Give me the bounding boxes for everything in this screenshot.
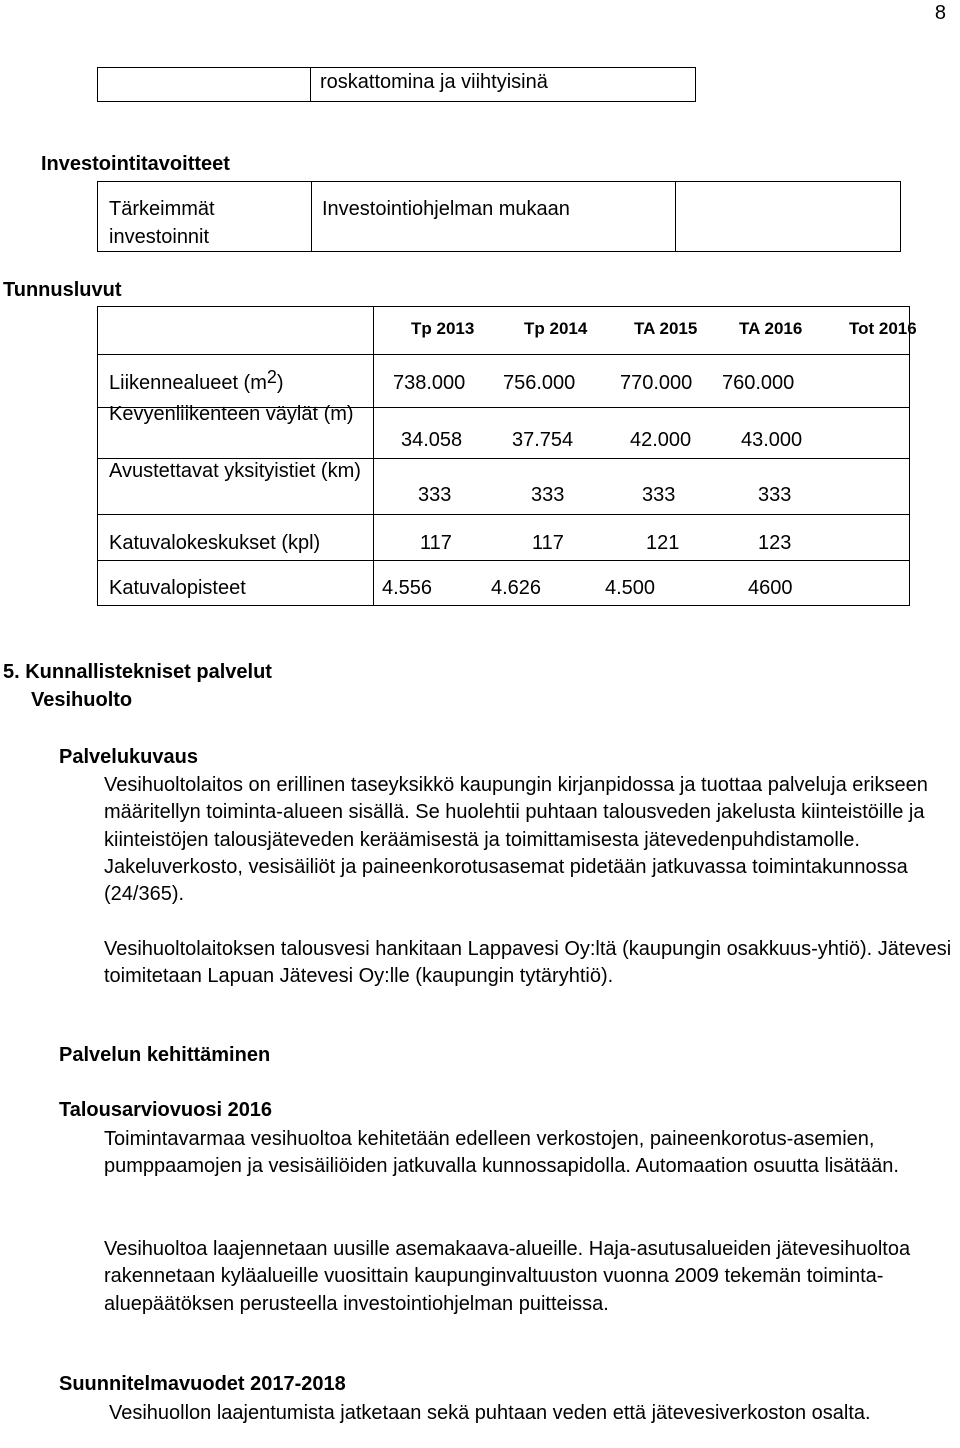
- cell-value: 4.626: [491, 577, 542, 599]
- cell-value: 333: [531, 484, 565, 506]
- cell-value: 34.058: [401, 429, 463, 451]
- cell-value: 123: [758, 532, 792, 554]
- row-label-katuvalokeskukset: Katuvalokeskukset (kpl): [109, 532, 321, 554]
- top-table-cell-text: roskattomina ja viihtyisinä: [311, 68, 696, 102]
- cell-value: 4.556: [382, 577, 433, 599]
- cell-value: 37.754: [512, 429, 574, 451]
- investment-label: Tärkeimmät investoinnit: [98, 182, 312, 252]
- key-figures-heading: Tunnusluvut: [3, 279, 122, 301]
- key-figures-table: [97, 306, 910, 606]
- cell-value: 770.000: [620, 372, 693, 394]
- cell-value: 333: [642, 484, 676, 506]
- description-paragraph-2: Vesihuoltolaitoksen talousvesi hankitaan Lappavesi Oy:ltä (kaupungin osakkuus-yhtiö). Jätevesi toimitetaan Lapuan Jätevesi Oy:lle (kaupungin tytäryhtiö).: [104, 938, 952, 988]
- column-header-tp2013: Tp 2013: [411, 319, 475, 338]
- row-label-kevyenliikenteen: Kevyenliikenteen väylät (m): [109, 403, 354, 425]
- description-paragraph-1: Vesihuoltolaitos on erillinen taseyksikkö kaupungin kirjanpidossa ja tuottaa palveluja erikseen määritellyn toiminta-alueen sisällä. Se huolehtii puhtaan talousveden jakelusta kiinteistöille ja kiinteistöjen talousjäteveden keräämisestä ja toimittamisesta jätevedenpuhdistamolle. Jakeluverkosto, vesisäiliöt ja paineenkorotusasemat pidetään jatkuvassa toimintakunnossa (24/365).: [104, 774, 928, 906]
- column-header-ta2015: TA 2015: [634, 319, 698, 338]
- column-header-ta2016: TA 2016: [739, 319, 803, 338]
- investment-empty-cell: [676, 182, 901, 252]
- cell-value: 117: [420, 532, 452, 554]
- cell-value: 333: [758, 484, 792, 506]
- development-heading: Palvelun kehittäminen: [59, 1044, 271, 1066]
- row-label-katuvalopisteet: Katuvalopisteet: [109, 577, 246, 599]
- plan-paragraph-1: Vesihuollon laajentumista jatketaan sekä puhtaan veden että jätevesiverkoston osalta.: [109, 1402, 871, 1424]
- investment-value: Investointiohjelman mukaan: [312, 182, 676, 252]
- row-label-yksityistiet: Avustettavat yksityistiet (km): [109, 460, 361, 482]
- top-table-cell-empty: [98, 68, 311, 102]
- budget-paragraph-2: Vesihuoltoa laajennetaan uusille asemakaava-alueille. Haja-asutusalueiden jätevesihuoltoa rakennetaan kyläalueille vuosittain kaupunginvaltuuston vuonna 2009 tekemän toiminta-aluepäätöksen perusteella investointiohjelman puitteissa.: [104, 1238, 911, 1315]
- row-label-liikennealueet: Liikennealueet $(m^2)$: [109, 367, 284, 394]
- cell-value: 121: [646, 532, 680, 554]
- budget-year-heading: Talousarviovuosi 2016: [59, 1099, 273, 1121]
- cell-value: 4.500: [605, 577, 656, 599]
- top-table-fragment: [97, 67, 696, 102]
- key-figures-header-label-cell: [98, 307, 374, 355]
- description-heading: Palvelukuvaus: [59, 746, 198, 768]
- column-header-tp2014: Tp 2014: [524, 319, 588, 338]
- cell-value: 760.000: [722, 372, 795, 394]
- column-header-tot2016: Tot 2016: [849, 319, 917, 338]
- cell-value: 756.000: [503, 372, 576, 394]
- investment-heading: Investointitavoitteet: [41, 153, 230, 175]
- cell-value: 43.000: [741, 429, 803, 451]
- budget-paragraph-1: Toimintavarmaa vesihuoltoa kehitetään edelleen verkostojen, paineenkorotus-asemien, pumppaamojen ja vesisäiliöiden jatkuvalla kunnossapidolla. Automaation osuutta lisätään.: [104, 1128, 899, 1178]
- cell-value: 4600: [748, 577, 793, 599]
- key-figures-row-values-cell: [374, 515, 910, 561]
- section-title: 5. Kunnallistekniset palvelut: [3, 661, 272, 683]
- section-subtitle: Vesihuolto: [31, 689, 133, 711]
- cell-value: 333: [418, 484, 452, 506]
- cell-value: 738.000: [393, 372, 466, 394]
- cell-value: 42.000: [630, 429, 692, 451]
- investment-table: [97, 181, 901, 252]
- plan-years-heading: Suunnitelmavuodet 2017-2018: [59, 1373, 346, 1395]
- cell-value: 117: [532, 532, 564, 554]
- page-number: 8: [934, 2, 946, 24]
